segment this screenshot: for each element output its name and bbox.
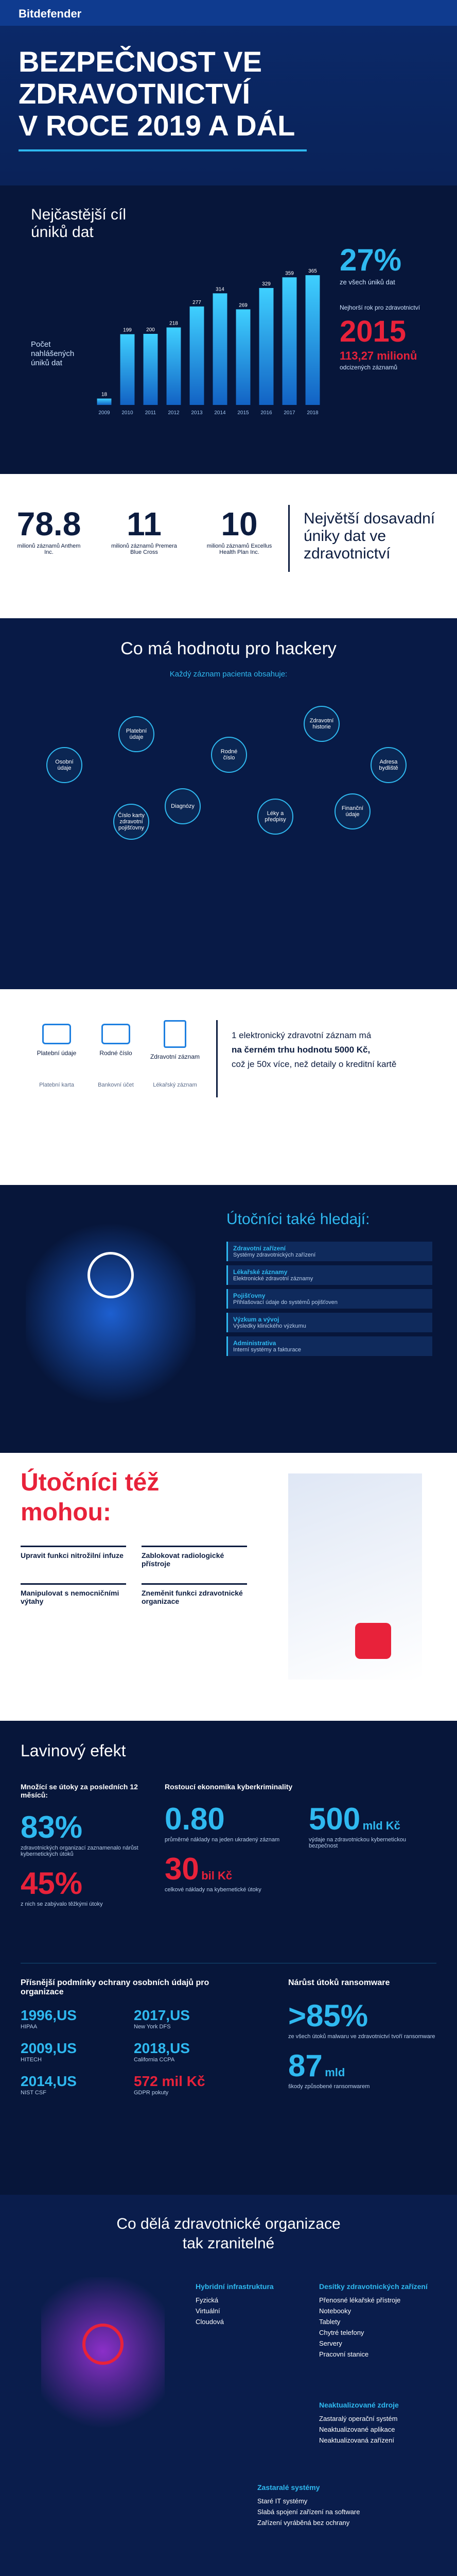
value-icon-label: Platební údaje (37, 1049, 77, 1057)
seek-desc: Interní systémy a fakturace (233, 1347, 302, 1353)
chart-value-label: 277 (192, 299, 201, 306)
title-line-1: BEZPEČNOST VE (19, 45, 262, 78)
infra-block (196, 2282, 298, 2327)
chart-bar (97, 399, 112, 405)
chart-bar (236, 309, 251, 405)
avalanche-section (0, 1721, 457, 2195)
gdpr-item (134, 2073, 237, 2096)
chart-tick-label: 2013 (191, 410, 203, 416)
chart-bar (144, 334, 158, 405)
vulnerable-section (0, 2195, 457, 2576)
hackers-title: Co má hodnotu pro hackery (120, 639, 337, 658)
million-label: milionů záznamů Premera Blue Cross (111, 543, 177, 555)
hackers-section (0, 618, 457, 989)
hacker-item: Číslo karty zdravotní pojišťovny (113, 804, 149, 840)
legacy-item: Neaktualizovaná zařízení (319, 2436, 394, 2444)
gdpr-year: 1996,US (21, 2007, 77, 2023)
million-value: 78.8 (16, 505, 81, 543)
million-label: milionů záznamů Anthem Inc. (17, 543, 81, 555)
col2-label: celkové náklady na kybernetické útoky (165, 1887, 261, 1893)
seek-item (226, 1242, 432, 1261)
hacker-item: Adresa bydliště (371, 747, 407, 783)
hacker-item: Platební údaje (118, 716, 154, 752)
ransom-value-wrap (288, 2048, 437, 2083)
gdpr-year: 2014,US (21, 2073, 77, 2089)
title-line-2: ZDRAVOTNICTVÍ (19, 77, 251, 110)
value-icon-item (149, 1020, 201, 1060)
chart-tick-label: 2018 (307, 410, 319, 416)
chart-bar (167, 328, 181, 405)
chart-tick-label: 2015 (237, 410, 249, 416)
chart-tick-label: 2017 (284, 410, 295, 416)
can-item: Manipulovat s nemocničními výtahy (21, 1583, 126, 1605)
col2-value: 0.80 (165, 1802, 225, 1836)
chart-value-label: 18 (101, 392, 108, 398)
vulnerable-title-2: tak zranitelné (182, 2235, 275, 2252)
col2-label: průměrné náklady na jeden ukradený záznam (165, 1837, 280, 1843)
col3-value: 500 (309, 1802, 361, 1836)
million-stat (15, 505, 82, 555)
million-stat (206, 505, 273, 555)
hacker-item: Osobní údaje (46, 747, 82, 783)
million-stats-row (15, 505, 273, 555)
gdpr-item (21, 2040, 124, 2063)
endpoint-item: Tablety (319, 2318, 341, 2326)
breach-pct-label: ze všech úniků dat (340, 278, 395, 286)
seek-desc: Přihlašovací údaje do systémů pojišťoven (233, 1299, 338, 1306)
col1-value: 45% (21, 1866, 83, 1901)
divider-vertical (288, 505, 290, 572)
col2-value-wrap (165, 1851, 288, 1887)
attackers-can-grid (21, 1546, 247, 1605)
millions-section (0, 474, 457, 618)
card-icon (42, 1024, 71, 1044)
hackers-subtitle: Každý záznam pacienta obsahuje: (169, 670, 288, 679)
server-illustration (26, 1216, 196, 1412)
endpoint-item: Přenosné lékařské přístroje (319, 2296, 401, 2304)
shield-icon (355, 1623, 391, 1659)
value-section (0, 989, 457, 1185)
endpoints-title: Desítky zdravotnických zařízení (319, 2282, 428, 2291)
value-small-label: Lékařský záznam (153, 1082, 197, 1088)
value-icon-label: Rodné číslo (99, 1049, 132, 1057)
value-icon-label: Zdravotní záznam (150, 1053, 200, 1060)
legacy-item: Neaktualizované aplikace (319, 2426, 395, 2433)
record-icon (164, 1020, 186, 1048)
breach-pct: 27% (340, 243, 402, 277)
col1-label: z nich se zabývalo těžkými útoky (21, 1901, 103, 1907)
id-icon (101, 1024, 130, 1044)
chart-value-label: 218 (169, 320, 178, 327)
endpoint-item: Servery (319, 2340, 342, 2347)
gdpr-item (134, 2007, 237, 2030)
header-section (0, 0, 457, 185)
hacker-item: Finanční údaje (335, 793, 371, 829)
staff-item: Slabá spojení zařízení na software (257, 2508, 360, 2516)
gdpr-block (21, 1978, 237, 2096)
value-small-labels (31, 1082, 201, 1088)
chart-value-label: 365 (308, 268, 317, 275)
col1-value: 83% (21, 1810, 83, 1844)
attackers-seek-section (0, 1185, 457, 1453)
million-value: 10 (221, 505, 258, 543)
chart-value-label: 199 (123, 327, 132, 333)
gdpr-year: 2009,US (21, 2040, 77, 2056)
seek-head: Zdravotní zařízení (233, 1245, 286, 1252)
chart-tick-label: 2012 (168, 410, 180, 416)
seek-head: Pojišťovny (233, 1292, 266, 1299)
gdpr-label: California CCPA (134, 2057, 175, 2063)
chart-tick-label: 2009 (98, 410, 110, 416)
infra-title: Hybridní infrastruktura (196, 2282, 274, 2291)
legacy-title: Neaktualizované zdroje (319, 2401, 399, 2409)
col1-label: zdravotnických organizací zaznamenalo nárůst kybernetických útoků (21, 1845, 138, 1857)
col3-label: výdaje na zdravotnickou kybernetickou bezpečnost (309, 1837, 406, 1849)
chart-value-label: 200 (146, 327, 155, 333)
gdpr-item (21, 2073, 124, 2096)
chart-bar (190, 307, 204, 405)
gdpr-grid (21, 2007, 237, 2096)
breach-year: 2015 (340, 315, 407, 348)
brand-logo: Bitdefender (19, 7, 82, 20)
chart-bar (213, 293, 227, 405)
can-item: Upravit funkci nitrožilní infuze (21, 1546, 126, 1568)
col1-title: Množící se útoky za posledních 12 měsíců: (21, 1783, 138, 1799)
chart-title: Nejčastější cíl úniků dat (31, 206, 127, 241)
ransom-value: >85% (288, 1998, 368, 2033)
staff-item: Staré IT systémy (257, 2497, 308, 2505)
value-divider (216, 1020, 218, 1097)
seek-desc: Systémy zdravotnických zařízení (233, 1252, 316, 1258)
seek-item (226, 1265, 432, 1285)
gdpr-item (21, 2007, 124, 2030)
hackers-grid (46, 701, 412, 845)
largest-leaks-text: Největší dosavadní úniky dat ve zdravotnictví (304, 510, 435, 562)
gdpr-label: HIPAA (21, 2024, 38, 2030)
seek-item (226, 1336, 432, 1356)
col2-row (165, 1801, 432, 1893)
chart-bar (283, 277, 297, 405)
chart-tick-label: 2014 (214, 410, 226, 416)
breach-records: 113,27 milionů (340, 349, 417, 362)
chart-bar (306, 275, 320, 405)
chart-tick-label: 2011 (145, 410, 156, 416)
col2-value: 30 (165, 1852, 199, 1886)
endpoint-item: Pracovní stanice (319, 2350, 369, 2358)
chart-value-label: 329 (262, 281, 271, 287)
gdpr-label: HITECH (21, 2057, 42, 2063)
chart-tick-label: 2016 (260, 410, 272, 416)
million-label: milionů záznamů Excellus Health Plan Inc. (206, 543, 272, 555)
value-text-1: 1 elektronický zdravotní záznam má (232, 1030, 372, 1040)
can-item: Zablokovat radiologické přístroje (142, 1546, 247, 1568)
chart-value-label: 314 (216, 286, 224, 293)
seek-item (226, 1313, 432, 1332)
value-text-3: což je 50x více, než detaily o kreditní kartě (232, 1059, 397, 1069)
col2-stat-block (165, 1801, 288, 1893)
value-icon-item (31, 1024, 82, 1057)
attackers-seek-title: Útočníci také hledají: (226, 1211, 370, 1228)
endpoint-item: Chytré telefony (319, 2329, 364, 2336)
seek-head: Lékařské záznamy (233, 1268, 288, 1276)
col2-unit: bil Kč (201, 1869, 233, 1882)
staff-item: Zařízení vyráběná bez ochrany (257, 2519, 350, 2527)
value-icon-item (90, 1024, 142, 1057)
gdpr-title: Přísnější podmínky ochrany osobních údajů pro organizace (21, 1978, 209, 1996)
chart-tick-label: 2010 (121, 410, 133, 416)
gdpr-year: 2018,US (134, 2040, 190, 2056)
infra-item: Cloudová (196, 2318, 224, 2326)
col3-unit: mld Kč (362, 1819, 400, 1832)
vulnerable-title-1: Co dělá zdravotnické organizace (116, 2215, 341, 2232)
million-stat (111, 505, 178, 555)
chart-bar (259, 288, 274, 405)
title-underline (19, 149, 307, 151)
chart-bar (120, 334, 135, 405)
avalanche-col-1 (21, 1783, 144, 1907)
can-item: Zneměnit funkci zdravotnické organizace (142, 1583, 247, 1605)
endpoint-item: Notebooky (319, 2307, 351, 2315)
gdpr-year: 2017,US (134, 2007, 190, 2023)
infra-item: Virtuální (196, 2307, 220, 2315)
avalanche-col-2 (165, 1783, 432, 1893)
staff-block (257, 2483, 427, 2528)
attackers-seek-list (226, 1242, 432, 1360)
title-line-3: V ROCE 2019 A DÁL (19, 109, 295, 142)
gdpr-item (134, 2040, 237, 2063)
seek-item (226, 1289, 432, 1309)
attackers-can-title-1: Útočníci též (21, 1469, 160, 1496)
ransom-title: Nárůst útoků ransomware (288, 1978, 390, 1987)
breach-bar-chart (93, 247, 324, 417)
breach-section (0, 185, 457, 474)
col3-value-wrap (309, 1801, 432, 1837)
chart-value-label: 359 (285, 270, 294, 277)
skull-icon (87, 1252, 134, 1298)
attackers-can-title-2: mohou: (21, 1499, 111, 1526)
value-small-label: Bankovní účet (98, 1082, 134, 1088)
seek-desc: Výsledky klinického výzkumu (233, 1323, 306, 1329)
gdpr-label: NIST CSF (21, 2090, 46, 2096)
attackers-can-section (0, 1453, 457, 1721)
hacker-item: Rodné číslo (211, 737, 247, 773)
chart-ylabel: Počet nahlášených úniků dat (31, 340, 75, 367)
seek-head: Výzkum a vývoj (233, 1316, 279, 1323)
gdpr-label: GDPR pokuty (134, 2090, 169, 2096)
hacker-item: Zdravotní historie (304, 706, 340, 742)
ransom-label: ze všech útoků malwaru ve zdravotnictví tvoří ransomware (288, 2033, 435, 2040)
breach-year-label: Nejhorší rok pro zdravotnictví (340, 304, 420, 311)
ransom-label: škody způsobené ransomwarem (288, 2083, 370, 2090)
ransom-unit: mld (325, 2066, 345, 2079)
endpoints-block (319, 2282, 437, 2360)
seek-head: Administrativa (233, 1340, 276, 1347)
value-text-2: na černém trhu hodnotu 5000 Kč, (232, 1045, 371, 1055)
lock-icon (82, 2324, 124, 2365)
hacker-item: Diagnózy (165, 788, 201, 824)
hacker-item: Léky a předpisy (257, 799, 293, 835)
breach-records-label: odcizených záznamů (340, 364, 398, 371)
gdpr-label: New York DFS (134, 2024, 171, 2030)
million-value: 11 (127, 505, 162, 543)
legacy-item: Zastaralý operační systém (319, 2415, 398, 2422)
ransom-value: 87 (288, 2048, 323, 2083)
infra-item: Fyzická (196, 2296, 219, 2304)
col2-title: Rostoucí ekonomika kyberkriminality (165, 1783, 293, 1791)
value-icons-row (31, 1020, 201, 1060)
staff-title: Zastaralé systémy (257, 2483, 320, 2492)
chart-value-label: 269 (239, 302, 248, 309)
seek-desc: Elektronické zdravotní záznamy (233, 1276, 313, 1282)
legacy-block (319, 2401, 437, 2446)
col3-stat-block (309, 1801, 432, 1849)
gdpr-year: 572 mil Kč (134, 2073, 205, 2089)
ransom-block (288, 1978, 437, 2090)
value-small-label: Platební karta (39, 1082, 74, 1088)
avalanche-title: Lavinový efekt (21, 1741, 126, 1760)
